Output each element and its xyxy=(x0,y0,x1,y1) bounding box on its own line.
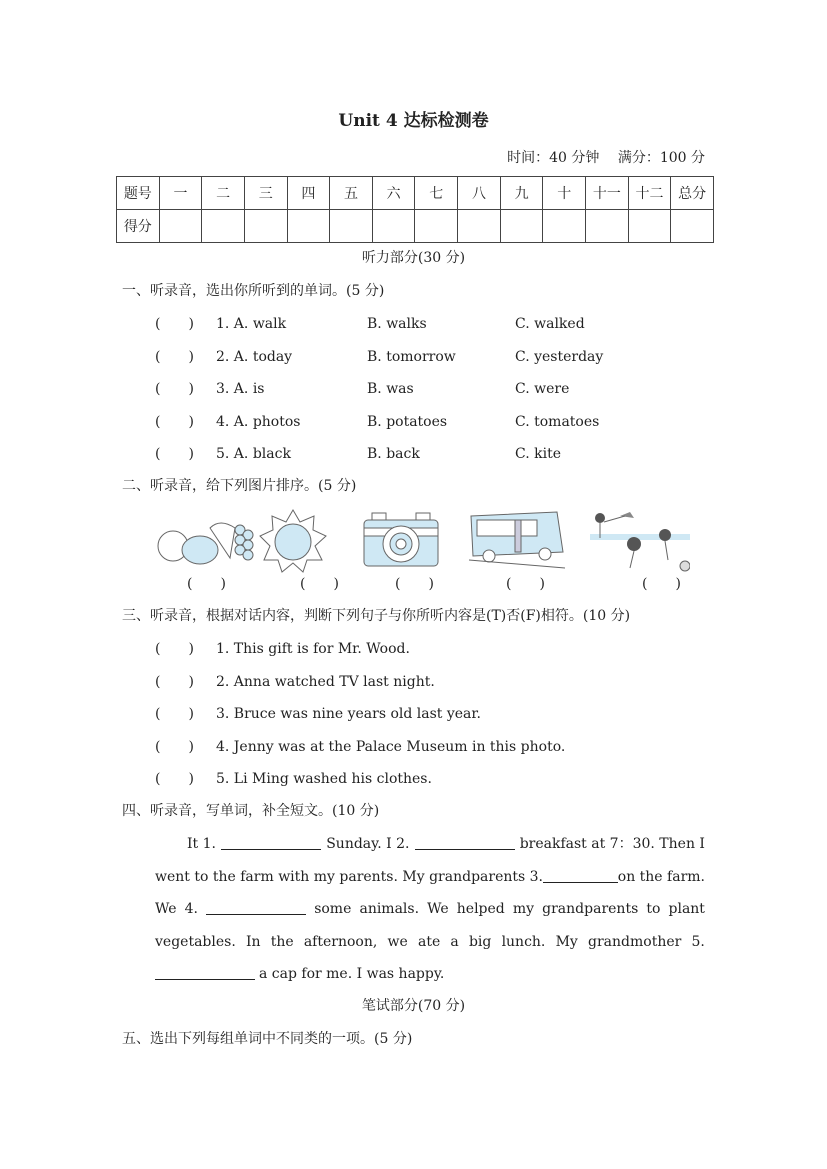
passage-text: grandparents xyxy=(542,901,639,917)
listening-section-header: 听力部分(30 分) xyxy=(361,250,466,266)
answer-blank[interactable] xyxy=(206,900,306,915)
passage-text: a xyxy=(450,933,459,950)
option-a: 2. A. today xyxy=(216,348,293,365)
passage-text: breakfast at 7：30. Then I xyxy=(519,836,705,852)
option-b: B. walks xyxy=(367,316,427,332)
passage-line xyxy=(155,965,705,983)
score-input-cell[interactable] xyxy=(628,210,671,243)
score-input-cell[interactable] xyxy=(458,210,501,243)
passage-text: afternoon, xyxy=(303,933,378,950)
passage-text: grandmother xyxy=(588,933,682,950)
answer-paren[interactable]: ( ) xyxy=(155,381,194,397)
kids-playing-icon xyxy=(590,508,690,578)
option-b: B. tomorrow xyxy=(367,348,456,365)
answer-paren[interactable]: ( ) xyxy=(395,576,434,592)
score-table xyxy=(116,176,714,243)
passage-line xyxy=(155,933,705,951)
section-4-heading: 四、听录音，写单词，补全短文。(10 分) xyxy=(122,803,380,819)
passage-text: In xyxy=(245,933,261,950)
score-table-header-cell: 十 xyxy=(543,177,586,210)
answer-paren[interactable]: ( ) xyxy=(155,771,194,787)
answer-paren[interactable]: ( ) xyxy=(155,641,194,657)
writing-section-header: 笔试部分(70 分) xyxy=(361,998,466,1014)
answer-blank[interactable] xyxy=(221,835,321,850)
score-table-header-row xyxy=(117,177,714,210)
passage-text: we xyxy=(387,933,408,950)
answer-paren[interactable]: ( ) xyxy=(155,738,194,755)
option-a: 5. A. black xyxy=(216,446,291,462)
option-b: B. back xyxy=(367,446,420,462)
option-c: C. kite xyxy=(515,446,561,462)
score-input-cell[interactable] xyxy=(543,210,586,243)
passage-line xyxy=(155,900,705,918)
answer-paren[interactable]: ( ) xyxy=(155,413,194,430)
answer-paren[interactable]: ( ) xyxy=(155,348,194,365)
time-and-score: 时间：40 分钟 满分：100 分 xyxy=(507,150,705,166)
score-input-cell[interactable] xyxy=(500,210,543,243)
passage-text: ate xyxy=(417,933,441,950)
option-b: B. was xyxy=(367,381,414,397)
passage-text: to xyxy=(646,901,661,917)
option-a: 3. A. is xyxy=(216,381,265,397)
score-table-header-cell: 三 xyxy=(244,177,287,210)
score-table-header-cell: 六 xyxy=(372,177,415,210)
score-table-header-cell: 总分 xyxy=(671,177,714,210)
score-table-header-cell: 十一 xyxy=(586,177,629,210)
passage-text: big xyxy=(468,933,492,950)
answer-paren[interactable]: ( ) xyxy=(300,576,339,592)
passage-text: my xyxy=(512,901,535,917)
passage-text: We xyxy=(155,901,177,917)
passage-text: helped xyxy=(456,901,505,917)
section-2-heading: 二、听录音，给下列图片排序。(5 分) xyxy=(122,478,357,494)
passage-line xyxy=(187,835,705,853)
score-input-cell[interactable] xyxy=(586,210,629,243)
answer-paren[interactable]: ( ) xyxy=(155,446,194,462)
score-input-cell[interactable] xyxy=(372,210,415,243)
score-table-label: 得分 xyxy=(117,210,160,243)
answer-paren[interactable]: ( ) xyxy=(642,576,681,592)
section-1-heading: 一、听录音，选出你所听到的单词。(5 分) xyxy=(122,283,385,299)
statement: 5. Li Ming washed his clothes. xyxy=(216,771,432,787)
fruits-icon xyxy=(155,508,255,574)
score-table-header-cell: 题号 xyxy=(117,177,160,210)
passage-text: vegetables. xyxy=(155,933,236,950)
passage-text: It 1. xyxy=(187,836,216,852)
score-table-header-cell: 七 xyxy=(415,177,458,210)
score-table-header-cell: 二 xyxy=(202,177,245,210)
answer-paren[interactable]: ( ) xyxy=(187,576,226,592)
passage-text: Sunday. I 2. xyxy=(326,836,410,852)
sun-icon xyxy=(258,508,328,578)
score-table-header-cell: 四 xyxy=(287,177,330,210)
section-3-heading: 三、听录音，根据对话内容，判断下列句子与你所听内容是(T)否(F)相符。(10 分) xyxy=(122,608,631,624)
option-c: C. tomatoes xyxy=(515,413,600,430)
score-table-header-cell: 五 xyxy=(330,177,373,210)
section-5-heading: 五、选出下列每组单词中不同类的一项。(5 分) xyxy=(122,1031,413,1047)
answer-paren[interactable]: ( ) xyxy=(506,576,545,592)
option-c: C. yesterday xyxy=(515,348,604,365)
score-table-header-cell: 八 xyxy=(458,177,501,210)
page-title: Unit 4 达标检测卷 xyxy=(338,111,489,131)
passage-text: went to the farm with my parents. My grandparents 3. xyxy=(155,868,543,885)
option-a: 1. A. walk xyxy=(216,316,287,332)
option-a: 4. A. photos xyxy=(216,413,301,430)
score-input-cell[interactable] xyxy=(287,210,330,243)
statement: 1. This gift is for Mr. Wood. xyxy=(216,641,410,657)
passage-text: 4. xyxy=(184,901,198,917)
passage-text: animals. xyxy=(359,901,420,917)
answer-blank[interactable] xyxy=(415,835,515,850)
statement: 3. Bruce was nine years old last year. xyxy=(216,706,482,722)
camera-icon xyxy=(362,508,440,574)
score-input-cell[interactable] xyxy=(202,210,245,243)
score-input-cell[interactable] xyxy=(159,210,202,243)
option-c: C. were xyxy=(515,381,570,397)
bus-icon xyxy=(467,508,567,574)
answer-paren[interactable]: ( ) xyxy=(155,316,194,332)
passage-text: a cap for me. I was happy. xyxy=(259,966,445,982)
passage-text: the xyxy=(270,933,294,950)
score-table-header-cell: 十二 xyxy=(628,177,671,210)
score-input-cell[interactable] xyxy=(330,210,373,243)
answer-blank[interactable] xyxy=(155,965,255,980)
passage-text: plant xyxy=(668,901,705,917)
option-b: B. potatoes xyxy=(367,413,448,430)
score-input-cell[interactable] xyxy=(244,210,287,243)
statement: 2. Anna watched TV last night. xyxy=(216,673,435,690)
answer-paren[interactable]: ( ) xyxy=(155,706,194,722)
passage-text: some xyxy=(314,901,352,917)
passage-line xyxy=(155,868,705,886)
passage-text: My xyxy=(555,933,578,950)
passage-text: We xyxy=(427,901,449,917)
answer-blank[interactable] xyxy=(543,868,618,883)
passage-text: lunch. xyxy=(501,933,546,950)
passage-text: 5. xyxy=(691,933,705,950)
score-input-cell[interactable] xyxy=(415,210,458,243)
answer-paren[interactable]: ( ) xyxy=(155,673,194,690)
option-c: C. walked xyxy=(515,316,585,332)
score-input-cell[interactable] xyxy=(671,210,714,243)
score-table-header-cell: 一 xyxy=(159,177,202,210)
score-table-header-cell: 九 xyxy=(500,177,543,210)
passage-text: on the farm. xyxy=(617,868,705,885)
statement: 4. Jenny was at the Palace Museum in this photo. xyxy=(216,738,566,755)
score-table-score-row xyxy=(117,210,714,243)
